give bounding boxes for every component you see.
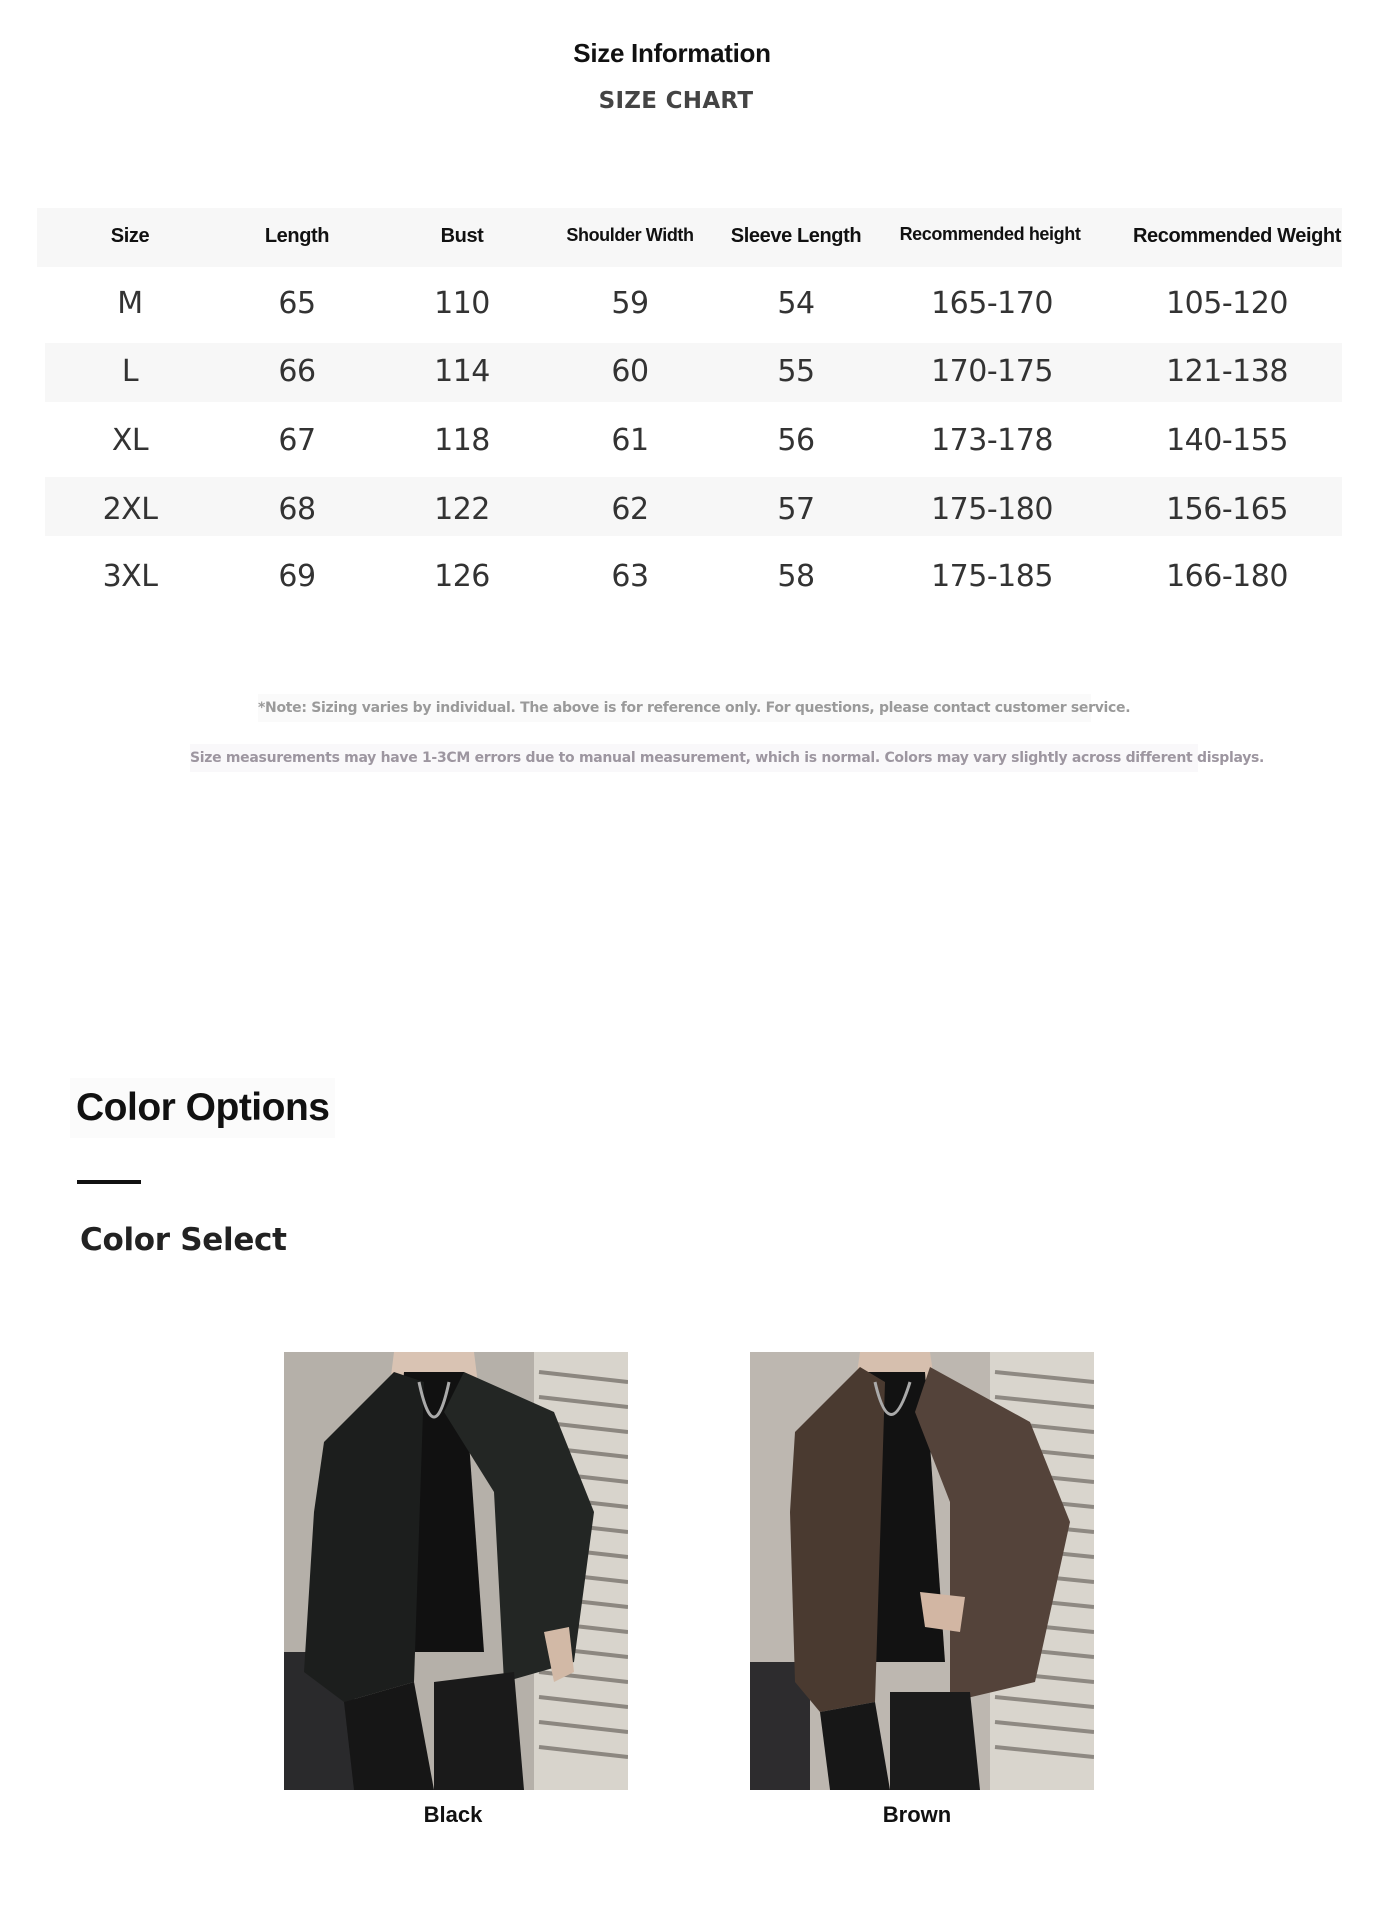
cell-bust: 122	[434, 492, 490, 527]
color-select-subheading: Color Select	[80, 1222, 287, 1258]
cell-weight: 121-138	[1166, 354, 1288, 389]
page-title: Size Information	[573, 38, 771, 68]
color-option-black-label[interactable]: Black	[423, 1802, 483, 1827]
column-header-size: Size	[110, 225, 150, 247]
cell-height: 175-180	[931, 492, 1053, 527]
column-header-shoulder-width: Shoulder Width	[566, 225, 694, 245]
cell-length: 69	[278, 559, 316, 594]
jacket-photo-brown	[750, 1352, 1094, 1790]
cell-shoulder: 63	[611, 559, 649, 594]
cell-weight: 140-155	[1166, 423, 1288, 458]
cell-sleeve: 58	[777, 559, 815, 594]
column-header-recommended-weight: Recommended Weight	[1132, 225, 1342, 247]
color-option-black-image[interactable]	[284, 1352, 628, 1790]
cell-shoulder: 61	[611, 423, 649, 458]
cell-length: 65	[278, 286, 316, 321]
cell-shoulder: 60	[611, 354, 649, 389]
column-header-bust: Bust	[440, 225, 484, 247]
size-chart-subtitle: SIZE CHART	[598, 88, 754, 114]
cell-weight: 156-165	[1166, 492, 1288, 527]
cell-sleeve: 54	[777, 286, 815, 321]
column-header-length: Length	[264, 225, 330, 247]
cell-shoulder: 62	[611, 492, 649, 527]
cell-bust: 118	[434, 423, 490, 458]
jacket-photo-black	[284, 1352, 628, 1790]
column-header-recommended-height: Recommended height	[899, 224, 1081, 244]
cell-height: 165-170	[931, 286, 1053, 321]
row-band-2xl	[45, 477, 1342, 536]
color-options-heading: Color Options	[70, 1078, 335, 1138]
cell-bust: 114	[434, 354, 490, 389]
cell-height: 175-185	[931, 559, 1053, 594]
cell-size: M	[117, 286, 143, 321]
sizing-note: *Note: Sizing varies by individual. The above is for reference only. For questions, please contact customer service.	[258, 694, 1091, 722]
color-option-brown-label[interactable]: Brown	[882, 1802, 952, 1827]
column-header-sleeve-length: Sleeve Length	[730, 225, 862, 247]
cell-shoulder: 59	[611, 286, 649, 321]
heading-divider	[77, 1180, 141, 1184]
cell-sleeve: 55	[777, 354, 815, 389]
cell-weight: 166-180	[1166, 559, 1288, 594]
cell-sleeve: 56	[777, 423, 815, 458]
cell-length: 68	[278, 492, 316, 527]
cell-size: 2XL	[102, 492, 158, 527]
cell-size: 3XL	[102, 559, 158, 594]
cell-length: 66	[278, 354, 316, 389]
cell-bust: 126	[434, 559, 490, 594]
color-option-brown-image[interactable]	[750, 1352, 1094, 1790]
cell-height: 173-178	[931, 423, 1053, 458]
cell-sleeve: 57	[777, 492, 815, 527]
measurement-note: Size measurements may have 1-3CM errors due to manual measurement, which is normal. Colors may vary slightly across different displays.	[190, 744, 1198, 772]
cell-weight: 105-120	[1166, 286, 1288, 321]
cell-size: XL	[111, 423, 149, 458]
cell-bust: 110	[434, 286, 490, 321]
cell-height: 170-175	[931, 354, 1053, 389]
cell-length: 67	[278, 423, 316, 458]
row-band-l	[45, 343, 1342, 402]
cell-size: L	[121, 354, 139, 389]
